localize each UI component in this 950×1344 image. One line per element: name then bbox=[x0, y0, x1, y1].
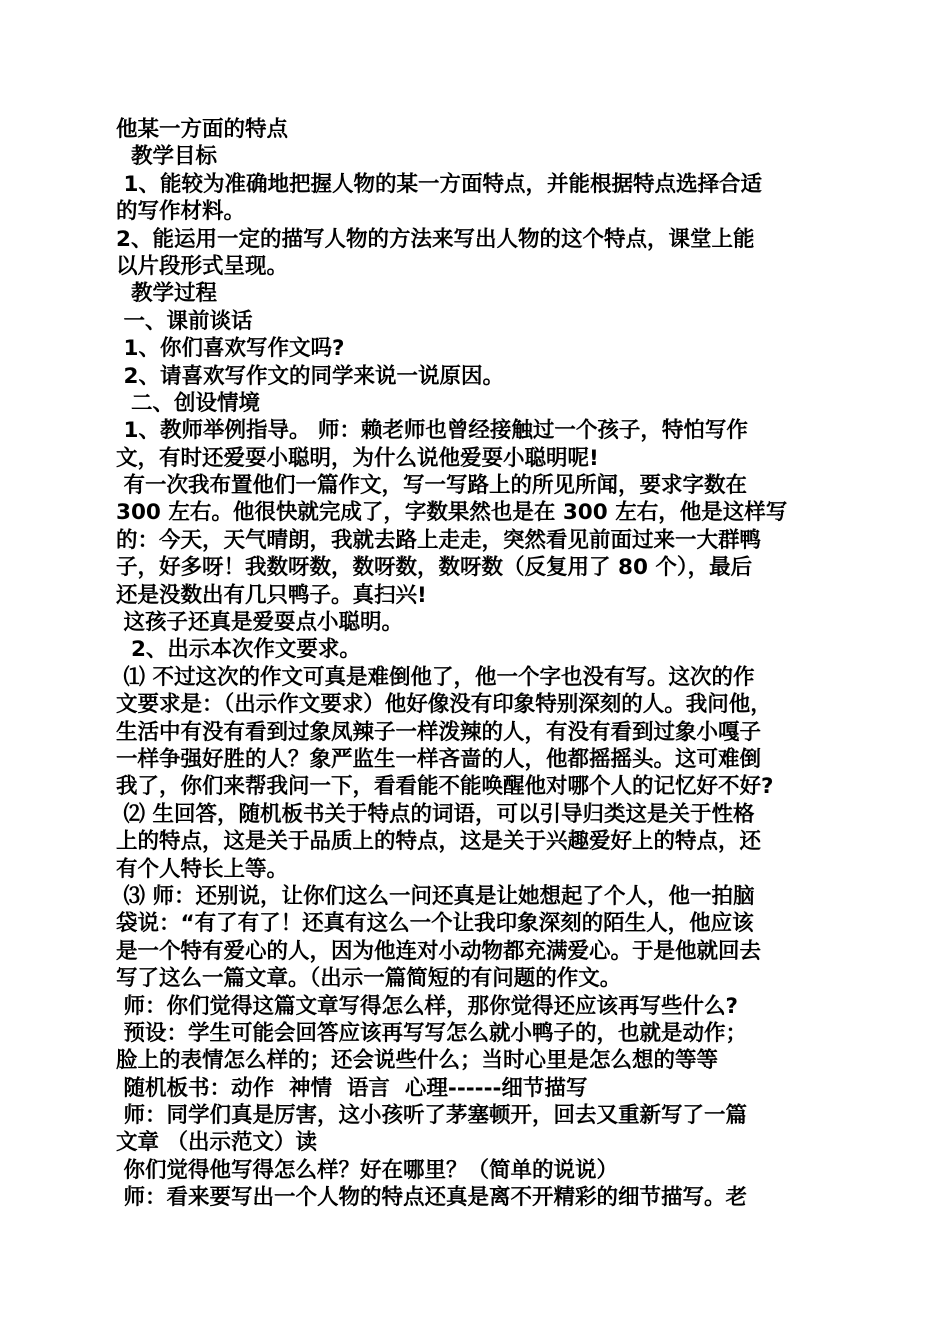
text-line: 有个人特长上等。 bbox=[116, 856, 289, 882]
text-line: 以片段形式呈现。 bbox=[116, 253, 289, 279]
text-line: 的写作材料。 bbox=[116, 199, 246, 225]
text-line: 生活中有没有看到过象凤辣子一样泼辣的人，有没有看到过象小嘎子 bbox=[116, 719, 762, 745]
text-line: 师：同学们真是厉害，这小孩听了茅塞顿开，回去又重新写了一篇 bbox=[116, 1103, 747, 1129]
text-line: 袋说：“有了有了！还真有这么一个让我印象深刻的陌生人，他应该 bbox=[116, 911, 754, 937]
section-heading-teaching-goals: 教学目标 bbox=[116, 144, 217, 170]
text-line: 子，好多呀！我数呀数，数呀数，数呀数（反复用了 80 个），最后 bbox=[116, 555, 753, 581]
text-line: 2、出示本次作文要求。 bbox=[116, 637, 361, 663]
text-line: 文章 （出示范文）读 bbox=[116, 1130, 317, 1156]
text-line: ⑵ 生回答，随机板书关于特点的词语，可以引导归类这是关于性格 bbox=[116, 801, 755, 827]
text-line: 预设：学生可能会回答应该再写写怎么就小鸭子的，也就是动作； bbox=[116, 1020, 747, 1046]
text-line: 300 左右。他很快就完成了，字数果然也是在 300 左右，他是这样写 bbox=[116, 500, 788, 526]
text-line: 师：看来要写出一个人物的特点还真是离不开精彩的细节描写。老 bbox=[116, 1185, 747, 1211]
text-line: 还是没数出有几只鸭子。真扫兴! bbox=[116, 582, 427, 608]
text-line: 有一次我布置他们一篇作文，写一写路上的所见所闻，要求字数在 bbox=[116, 473, 747, 499]
document-page bbox=[116, 116, 856, 1212]
text-line: 文，有时还爱耍小聪明，为什么说他爱耍小聪明呢! bbox=[116, 445, 599, 471]
text-line: 上的特点，这是关于品质上的特点，这是关于兴趣爱好上的特点，还 bbox=[116, 829, 762, 855]
subheading-pre-class-talk: 一、课前谈话 bbox=[116, 308, 253, 334]
text-line: 一样争强好胜的人？象严监生一样吝啬的人，他都摇摇头。这可难倒 bbox=[116, 746, 762, 772]
section-heading-teaching-process: 教学过程 bbox=[116, 281, 217, 307]
text-line: 随机板书：动作 神情 语言 心理------细节描写 bbox=[116, 1075, 588, 1101]
subheading-create-situation: 二、创设情境 bbox=[116, 390, 260, 416]
text-line: 的：今天，天气晴朗，我就去路上走走，突然看见前面过来一大群鸭 bbox=[116, 527, 762, 553]
text-line: 2、请喜欢写作文的同学来说一说原因。 bbox=[116, 363, 504, 389]
text-line: ⑶ 师：还别说，让你们这么一问还真是让她想起了个人，他一拍脑 bbox=[116, 883, 755, 909]
text-line: 1、教师举例指导。 师：赖老师也曾经接触过一个孩子，特怕写作 bbox=[116, 418, 748, 444]
text-line: 你们觉得他写得怎么样？好在哪里？（简单的说说） bbox=[116, 1157, 618, 1183]
text-line: 写了这么一篇文章。（出示一篇简短的有问题的作文。 bbox=[116, 966, 622, 992]
text-line: 是一个特有爱心的人，因为他连对小动物都充满爱心。于是他就回去 bbox=[116, 938, 762, 964]
text-line: 1、你们喜欢写作文吗? bbox=[116, 336, 345, 362]
text-line: 脸上的表情怎么样的；还会说些什么；当时心里是怎么想的等等 bbox=[116, 1048, 719, 1074]
text-line: 这孩子还真是爱耍点小聪明。 bbox=[116, 610, 403, 636]
text-line: 文要求是：（出示作文要求）他好像没有印象特别深刻的人。我问他， bbox=[116, 692, 772, 718]
text-line: 1、能较为准确地把握人物的某一方面特点，并能根据特点选择合适 bbox=[116, 171, 762, 197]
document-title: 他某一方面的特点 bbox=[116, 117, 289, 142]
text-line: ⑴ 不过这次的作文可真是难倒他了，他一个字也没有写。这次的作 bbox=[116, 664, 755, 690]
text-line: 2、能运用一定的描写人物的方法来写出人物的这个特点，课堂上能 bbox=[116, 226, 755, 252]
text-line: 师：你们觉得这篇文章写得怎么样，那你觉得还应该再写些什么? bbox=[116, 993, 738, 1019]
text-line: 我了，你们来帮我问一下，看看能不能唤醒他对哪个人的记忆好不好? bbox=[116, 774, 774, 800]
